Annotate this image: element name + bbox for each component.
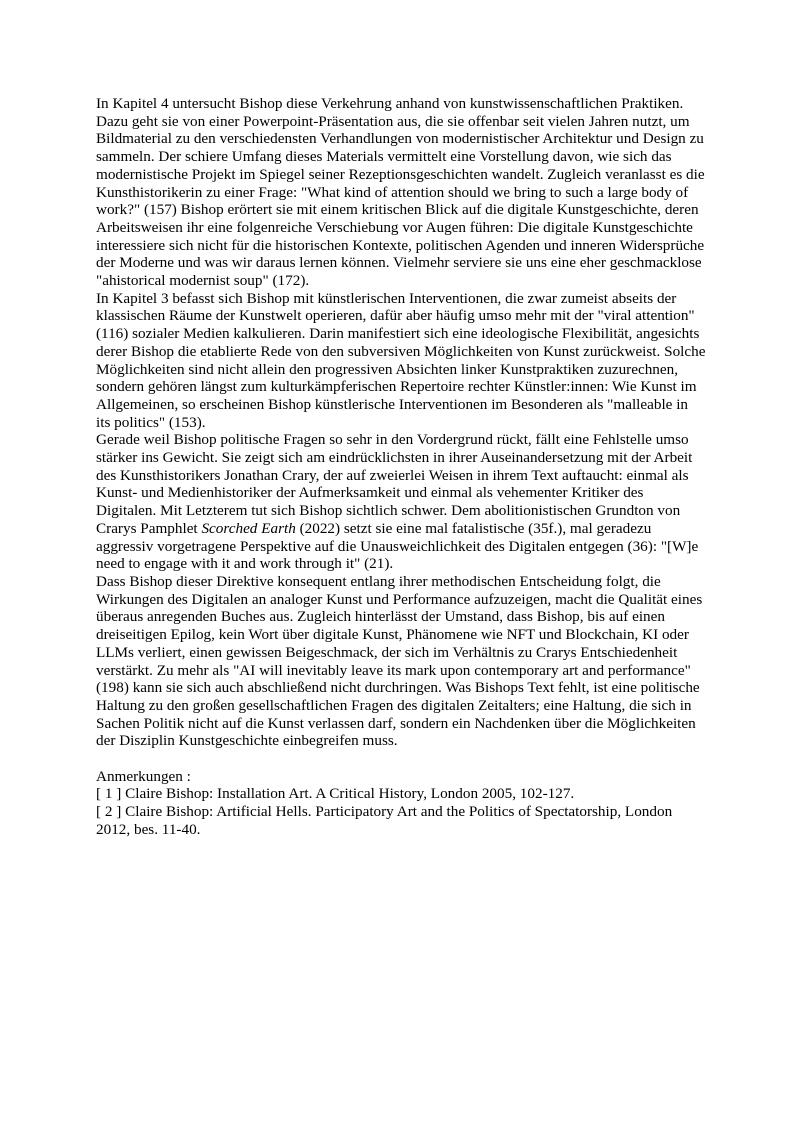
paragraph-conclusion: Dass Bishop dieser Direktive konsequent entlang ihrer methodischen Entscheidung folgt, die Wirkungen des Digitalen an analoger Kunst und Performance aufzuzeigen, macht die Qualität eines überaus anregenden Buches aus. Zugleich hinterlässt der Umstand, dass Bishop, bis auf einen dreiseitigen Epilog, kein Wort über digitale Kunst, Phänomene wie NFT und Blockchain, KI oder LLMs verliert, einen gewissen Beigeschmack, der sich im Verhältnis zu Crarys Entschiedenheit verstärkt. Zu mehr als "AI will inevitably leave its mark upon contemporary art and performance" (198) kann sie sich auch abschließend nicht durchringen. Was Bishops Text fehlt, ist eine politische Haltung zu den großen gesellschaftlichen Fragen des digitalen Zeitalters; eine Haltung, die sich in Sachen Politik nicht auf die Kunst verlassen darf, sondern ein Nachdenken über die Möglichkeiten der Disziplin Kunstgeschichte einbegreifen muss.	[96, 572, 703, 750]
book-title-scorched-earth: Scorched Earth	[201, 519, 296, 537]
paragraph-crary	[96, 431, 706, 573]
notes-heading: Anmerkungen :	[96, 767, 191, 785]
paragraph-chapter-3: In Kapitel 3 befasst sich Bishop mit künstlerischen Interventionen, die zwar zumeist abseits der klassischen Räume der Kunstwelt operieren, dafür aber häufig umso mehr mit der "viral attention" (116) sozialer Medien kalkulieren. Darin manifestiert sich eine ideologische Flexibilität, angesichts derer Bishop die etablierte Rede von den subversiven Möglichkeiten von Kunst zurückweist. Solche Möglichkeiten sind nicht allein den progressiven Absichten linker Kunstpraktiken zuzurechnen, sondern gehören längst zum kulturkämpferischen Repertoire rechter Künstler:innen: Wie Kunst im Allgemeinen, so erscheinen Bishop künstlerische Interventionen im Besonderen als "malleable in its politics" (153).	[96, 289, 706, 431]
paragraph-crary-text-before: Gerade weil Bishop politische Fragen so sehr in den Vordergrund rückt, fällt eine Fehlstelle umso stärker ins Gewicht. Sie zeigt sich am eindrücklichsten in ihrer Auseinandersetzung mit der Arbeit des Kunsthistorikers Jonathan Crary, der auf zweierlei Weisen in ihrem Text auftaucht: einmal als Kunst- und Medienhistoriker der Aufmerksamkeit und einmal als vehementer Kritiker des Digitalen. Mit Letzterem tut sich Bishop sichtlich schwer. Dem abolitionistischen Grundton von Crarys Pamphlet	[96, 431, 693, 537]
document-page	[96, 95, 706, 839]
spacer	[96, 750, 706, 768]
note-item-2: [ 2 ] Claire Bishop: Artificial Hells. Participatory Art and the Politics of Spectatorship, London 2012, bes. 11-40.	[96, 803, 673, 838]
paragraph-crary-text-after: (2022) setzt sie eine mal fatalistische (35f.), mal geradezu aggressiv vorgetragene Perspektive auf die Unausweichlichkeit des Digitalen entgegen (36): "[W]e need to engage with it and work through it" (21).	[96, 519, 699, 573]
paragraph-chapter-4: In Kapitel 4 untersucht Bishop diese Verkehrung anhand von kunstwissenschaftlichen Praktiken. Dazu geht sie von einer Powerpoint-Präsentation aus, die sie offenbar seit vielen Jahren nutzt, um Bildmaterial zu den verschiedensten Verhandlungen von modernistischer Architektur und Design zu sammeln. Der schiere Umfang dieses Materials vermittelt eine Vorstellung davon, wie sich das modernistische Projekt im Spiegel seiner Rezeptionsgeschichten wandelt. Zugleich veranlasst es die Kunsthistorikerin zu einer Frage: "What kind of attention should we bring to such a large body of work?" (157) Bishop erörtert sie mit einem kritischen Blick auf die digitale Kunstgeschichte, deren Arbeitsweisen ihr eine folgenreiche Verschiebung vor Augen führen: Die digitale Kunstgeschichte interessiere sich nicht für die historischen Kontexte, politischen Agenden und inneren Widersprüche der Moderne und was wir daraus lernen können. Vielmehr serviere sie uns eine eher geschmacklose "ahistorical modernist soup" (172).	[96, 95, 705, 290]
note-item-1: [ 1 ] Claire Bishop: Installation Art. A Critical History, London 2005, 102-127.	[96, 785, 575, 803]
